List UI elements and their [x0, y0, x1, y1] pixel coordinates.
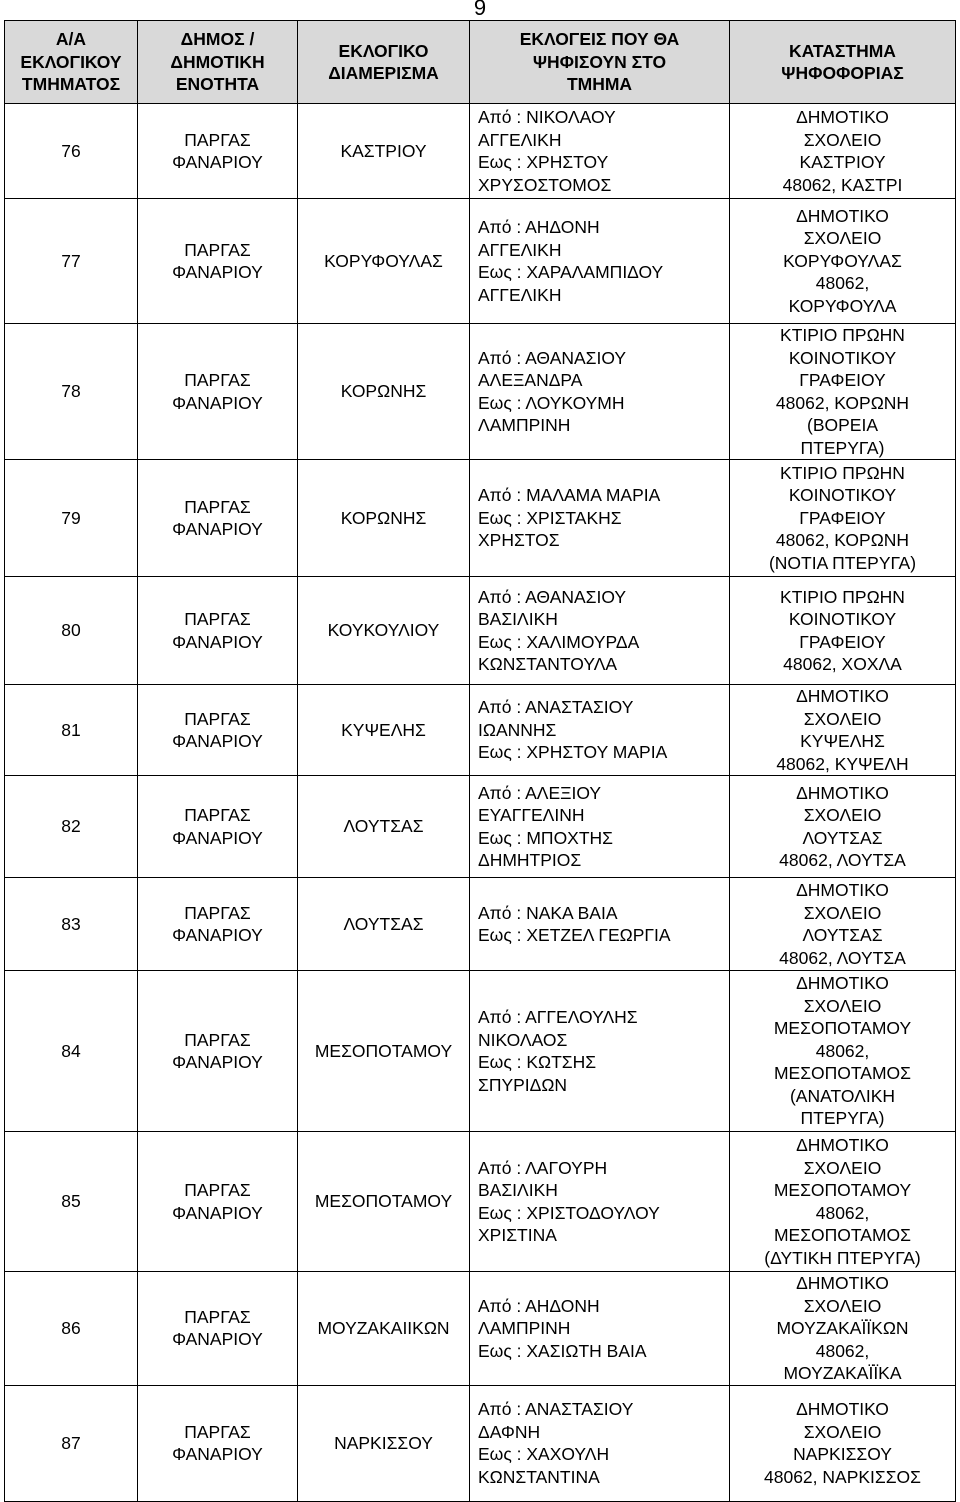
station-line: ΣΧΟΛΕΙΟ — [803, 995, 882, 1016]
station-line: 48062, ΚΑΣΤΡΙ — [782, 174, 903, 195]
station-line: ΠΤΕΡΥΓΑ) — [800, 437, 885, 458]
voters-line: Εως : ΧΡΙΣΤΑΚΗΣ — [478, 507, 622, 528]
voters-line: ΝΙΚΟΛΑΟΣ — [478, 1029, 568, 1050]
municipality-line: ΦΑΝΑΡΙΟΥ — [172, 1444, 263, 1464]
station-line: ΔΗΜΟΤΙΚΟ — [796, 686, 889, 706]
district-cell: ΚΟΡΥΦΟΥΛΑΣ — [298, 199, 470, 324]
municipality-line: ΠΑΡΓΑΣ — [184, 1180, 251, 1200]
voters-line: ΑΓΓΕΛΙΚΗ — [478, 129, 562, 150]
station-line: ΣΧΟΛΕΙΟ — [803, 1295, 882, 1316]
municipality-line: ΦΑΝΑΡΙΟΥ — [172, 925, 263, 945]
voters-line: ΑΓΓΕΛΙΚΗ — [478, 239, 562, 260]
municipality-cell — [138, 1272, 298, 1386]
station-line: ΜΕΣΟΠΟΤΑΜΟΥ — [773, 1018, 912, 1039]
station-line: 48062, ΚΥΨΕΛΗ — [776, 753, 909, 774]
station-line: 48062, — [815, 1202, 870, 1223]
polling-station-cell — [730, 685, 956, 776]
station-line: (ΔΥΤΙΚΗ ΠΤΕΡΥΓΑ) — [764, 1247, 921, 1268]
district-cell: ΚΑΣΤΡΙΟΥ — [298, 104, 470, 199]
station-line: ΣΧΟΛΕΙΟ — [803, 805, 882, 825]
voters-cell — [470, 878, 730, 971]
district-cell: ΜΟΥΖΑΚΑΙΙΚΩΝ — [298, 1272, 470, 1386]
voters-line: ΧΡΙΣΤΙΝΑ — [478, 1225, 557, 1245]
station-line: 48062, — [815, 1340, 870, 1361]
voters-line: Εως : ΜΠΟΧΤΗΣ — [478, 827, 614, 848]
voters-cell — [470, 1272, 730, 1386]
table-row — [5, 1132, 956, 1272]
voters-line: ΔΑΦΝΗ — [478, 1421, 541, 1442]
voters-cell — [470, 776, 730, 878]
municipality-line: ΠΑΡΓΑΣ — [184, 805, 251, 825]
municipality-cell — [138, 878, 298, 971]
voters-line: Από : ΝΙΚΟΛΑΟΥ — [478, 107, 616, 127]
municipality-line: ΦΑΝΑΡΙΟΥ — [172, 1202, 263, 1223]
municipality-line: ΦΑΝΑΡΙΟΥ — [172, 631, 263, 652]
voters-cell — [470, 577, 730, 685]
voters-line: ΣΠΥΡΙΔΩΝ — [478, 1074, 568, 1095]
voters-line: ΔΗΜΗΤΡΙΟΣ — [478, 850, 582, 870]
station-line: ΚΟΡΥΦΟΥΛΑΣ — [783, 250, 902, 271]
station-line: 48062, — [815, 273, 870, 294]
municipality-line: ΠΑΡΓΑΣ — [184, 609, 251, 629]
municipality-cell — [138, 104, 298, 199]
station-line: ΣΧΟΛΕΙΟ — [803, 1157, 882, 1178]
station-line: ΛΟΥΤΣΑΣ — [802, 827, 883, 848]
polling-stations-table — [4, 20, 956, 1502]
voters-cell — [470, 460, 730, 577]
voters-line: ΛΑΜΠΡΙΝΗ — [478, 415, 571, 435]
municipality-line: ΠΑΡΓΑΣ — [184, 370, 251, 390]
voters-line: Εως : ΧΑΡΑΛΑΜΠΙΔΟΥ — [478, 262, 664, 282]
table-row — [5, 1272, 956, 1386]
voters-line: Από : ΑΘΑΝΑΣΙΟΥ — [478, 347, 627, 368]
page-number: 9 — [473, 0, 487, 20]
station-line: ΚΤΙΡΙΟ ΠΡΩΗΝ — [780, 586, 905, 607]
station-line: ΜΟΥΖΑΚΑΪΪΚΩΝ — [776, 1318, 909, 1338]
header-section-number: Α/Α ΕΚΛΟΓΙΚΟΥ ΤΜΗΜΑΤΟΣ — [5, 21, 138, 104]
voters-cell — [470, 685, 730, 776]
municipality-line: ΠΑΡΓΑΣ — [184, 239, 251, 260]
station-line: ΣΧΟΛΕΙΟ — [803, 228, 882, 249]
voters-cell — [470, 199, 730, 324]
voters-cell — [470, 1385, 730, 1501]
station-line: ΣΧΟΛΕΙΟ — [803, 129, 882, 150]
municipality-line: ΦΑΝΑΡΙΟΥ — [172, 1052, 263, 1072]
polling-station-cell — [730, 104, 956, 199]
table-header-row — [5, 21, 956, 104]
district-cell: ΛΟΥΤΣΑΣ — [298, 878, 470, 971]
station-line: ΝΑΡΚΙΣΣΟΥ — [793, 1444, 892, 1464]
voters-line: Από : ΑΝΑΣΤΑΣΙΟΥ — [478, 697, 634, 718]
voters-line: Από : ΑΘΑΝΑΣΙΟΥ — [478, 586, 627, 607]
municipality-cell — [138, 1132, 298, 1272]
table-row — [5, 104, 956, 199]
municipality-cell — [138, 577, 298, 685]
voters-line: ΑΛΕΞΑΝΔΡΑ — [478, 370, 583, 390]
voters-line: ΚΩΝΣΤΑΝΤΙΝΑ — [478, 1466, 600, 1487]
district-cell: ΛΟΥΤΣΑΣ — [298, 776, 470, 878]
table-row — [5, 324, 956, 460]
station-line: ΓΡΑΦΕΙΟΥ — [799, 507, 886, 528]
station-line: ΔΗΜΟΤΙΚΟ — [796, 107, 889, 127]
station-line: ΔΗΜΟΤΙΚΟ — [796, 880, 889, 900]
municipality-cell — [138, 1385, 298, 1501]
district-cell: ΜΕΣΟΠΟΤΑΜΟΥ — [298, 1132, 470, 1272]
station-line: 48062, ΧΟΧΛΑ — [783, 654, 902, 674]
section-number-cell: 77 — [5, 199, 138, 324]
municipality-line: ΦΑΝΑΡΙΟΥ — [172, 731, 263, 751]
voters-line: Από : ΑΓΓΕΛΟΥΛΗΣ — [478, 1007, 638, 1027]
station-line: ΚΟΡΥΦΟΥΛΑ — [788, 295, 897, 316]
voters-line: Από : ΝΑΚΑ ΒΑΙΑ — [478, 902, 618, 923]
municipality-cell — [138, 199, 298, 324]
section-number-cell: 87 — [5, 1385, 138, 1501]
table-row — [5, 685, 956, 776]
voters-line: Εως : ΧΑΧΟΥΛΗ — [478, 1444, 610, 1464]
station-line: ΚΟΙΝΟΤΙΚΟΥ — [788, 485, 897, 506]
voters-line: Εως : ΧΕΤΖΕΛ ΓΕΩΡΓΙΑ — [478, 925, 671, 945]
district-cell: ΚΥΨΕΛΗΣ — [298, 685, 470, 776]
table-row — [5, 776, 956, 878]
voters-line: ΙΩΑΝΝΗΣ — [478, 719, 557, 740]
voters-line: Εως : ΧΡΗΣΤΟΥ ΜΑΡΙΑ — [478, 742, 668, 763]
station-line: ΔΗΜΟΤΙΚΟ — [796, 1399, 889, 1419]
station-line: 48062, ΛΟΥΤΣΑ — [779, 850, 906, 870]
polling-station-cell — [730, 577, 956, 685]
polling-station-cell — [730, 199, 956, 324]
municipality-line: ΠΑΡΓΑΣ — [184, 902, 251, 923]
voters-line: ΧΡΥΣΟΣΤΟΜΟΣ — [478, 174, 612, 195]
municipality-cell — [138, 324, 298, 460]
voters-line: Εως : ΧΑΣΙΩΤΗ ΒΑΙΑ — [478, 1340, 647, 1361]
station-line: ΚΟΙΝΟΤΙΚΟΥ — [788, 609, 897, 629]
section-number-cell: 84 — [5, 971, 138, 1132]
district-cell: ΚΟΥΚΟΥΛΙΟΥ — [298, 577, 470, 685]
polling-station-cell — [730, 460, 956, 577]
municipality-line: ΠΑΡΓΑΣ — [184, 129, 251, 150]
table-row — [5, 460, 956, 577]
voters-cell — [470, 971, 730, 1132]
station-line: (ΝΟΤΙΑ ΠΤΕΡΥΓΑ) — [768, 552, 917, 573]
district-cell: ΚΟΡΩΝΗΣ — [298, 460, 470, 577]
voters-line: Από : ΛΑΓΟΥΡΗ — [478, 1157, 608, 1178]
station-line: (ΒΟΡΕΙΑ — [807, 415, 878, 435]
municipality-line: ΠΑΡΓΑΣ — [184, 496, 251, 517]
station-line: ΣΧΟΛΕΙΟ — [803, 708, 882, 729]
station-line: ΜΕΣΟΠΟΤΑΜΟΥ — [773, 1180, 912, 1200]
voters-line: Εως : ΧΡΙΣΤΟΔΟΥΛΟΥ — [478, 1202, 660, 1223]
station-line: ΔΗΜΟΤΙΚΟ — [796, 1135, 889, 1155]
station-line: 48062, ΛΟΥΤΣΑ — [779, 947, 906, 968]
station-line: ΣΧΟΛΕΙΟ — [803, 1421, 882, 1442]
district-cell: ΚΟΡΩΝΗΣ — [298, 324, 470, 460]
section-number-cell: 76 — [5, 104, 138, 199]
polling-station-cell — [730, 324, 956, 460]
table-row — [5, 971, 956, 1132]
voters-cell — [470, 1132, 730, 1272]
voters-line: Από : ΑΗΔΟΝΗ — [478, 1295, 600, 1316]
station-line: ΚΥΨΕΛΗΣ — [800, 731, 885, 751]
section-number-cell: 81 — [5, 685, 138, 776]
district-cell: ΝΑΡΚΙΣΣΟΥ — [298, 1385, 470, 1501]
station-line: ΔΗΜΟΤΙΚΟ — [796, 782, 889, 803]
municipality-line: ΦΑΝΑΡΙΟΥ — [172, 827, 263, 848]
station-line: ΜΕΣΟΠΟΤΑΜΟΣ — [773, 1063, 911, 1084]
district-cell: ΜΕΣΟΠΟΤΑΜΟΥ — [298, 971, 470, 1132]
table-row — [5, 199, 956, 324]
voters-line: Εως : ΧΡΗΣΤΟΥ — [478, 152, 609, 172]
station-line: ΚΑΣΤΡΙΟΥ — [799, 152, 886, 172]
voters-line: ΚΩΝΣΤΑΝΤΟΥΛΑ — [478, 654, 618, 674]
station-line: ΓΡΑΦΕΙΟΥ — [799, 370, 886, 390]
voters-line: ΕΥΑΓΓΕΛΙΝΗ — [478, 805, 585, 825]
station-line: ΚΟΙΝΟΤΙΚΟΥ — [788, 347, 897, 368]
section-number-cell: 79 — [5, 460, 138, 577]
municipality-cell — [138, 971, 298, 1132]
voters-line: Από : ΜΑΛΑΜΑ ΜΑΡΙΑ — [478, 485, 661, 506]
voters-line: ΑΓΓΕΛΙΚΗ — [478, 284, 562, 305]
municipality-line: ΠΑΡΓΑΣ — [184, 1421, 251, 1442]
station-line: (ΑΝΑΤΟΛΙΚΗ — [789, 1085, 896, 1106]
section-number-cell: 82 — [5, 776, 138, 878]
voters-line: Εως : ΧΑΛΙΜΟΥΡΔΑ — [478, 631, 640, 652]
polling-station-cell — [730, 878, 956, 971]
station-line: 48062, ΚΟΡΩΝΗ — [775, 530, 910, 551]
station-line: ΣΧΟΛΕΙΟ — [803, 902, 882, 923]
municipality-line: ΦΑΝΑΡΙΟΥ — [172, 1329, 263, 1350]
voters-line: Από : ΑΝΑΣΤΑΣΙΟΥ — [478, 1399, 634, 1419]
station-line: ΜΕΣΟΠΟΤΑΜΟΣ — [773, 1225, 911, 1245]
municipality-line: ΠΑΡΓΑΣ — [184, 708, 251, 729]
polling-station-cell — [730, 971, 956, 1132]
voters-line: Εως : ΚΩΤΣΗΣ — [478, 1052, 597, 1072]
voters-line: ΛΑΜΠΡΙΝΗ — [478, 1318, 571, 1338]
header-polling-station: ΚΑΤΑΣΤΗΜΑ ΨΗΦΟΦΟΡΙΑΣ — [730, 21, 956, 104]
section-number-cell: 83 — [5, 878, 138, 971]
polling-station-cell — [730, 1385, 956, 1501]
municipality-line: ΦΑΝΑΡΙΟΥ — [172, 262, 263, 282]
voters-line: Εως : ΛΟΥΚΟΥΜΗ — [478, 392, 625, 413]
municipality-line: ΦΑΝΑΡΙΟΥ — [172, 152, 263, 172]
station-line: ΜΟΥΖΑΚΑΪΪΚΑ — [783, 1363, 902, 1383]
voters-line: Από : ΑΗΔΟΝΗ — [478, 217, 600, 237]
station-line: ΔΗΜΟΤΙΚΟ — [796, 1273, 889, 1293]
header-municipality: ΔΗΜΟΣ / ΔΗΜΟΤΙΚΗ ΕΝΟΤΗΤΑ — [138, 21, 298, 104]
municipality-line: ΦΑΝΑΡΙΟΥ — [172, 519, 263, 539]
table-row — [5, 1385, 956, 1501]
municipality-cell — [138, 776, 298, 878]
polling-station-cell — [730, 1272, 956, 1386]
voters-cell — [470, 324, 730, 460]
municipality-cell — [138, 460, 298, 577]
section-number-cell: 78 — [5, 324, 138, 460]
table-row — [5, 577, 956, 685]
station-line: ΚΤΙΡΙΟ ΠΡΩΗΝ — [780, 325, 905, 345]
voters-cell — [470, 104, 730, 199]
section-number-cell: 86 — [5, 1272, 138, 1386]
section-number-cell: 80 — [5, 577, 138, 685]
voters-line: ΧΡΗΣΤΟΣ — [478, 530, 560, 551]
municipality-line: ΠΑΡΓΑΣ — [184, 1306, 251, 1327]
municipality-line: ΦΑΝΑΡΙΟΥ — [172, 392, 263, 413]
station-line: 48062, ΚΟΡΩΝΗ — [775, 392, 910, 413]
station-line: ΔΗΜΟΤΙΚΟ — [796, 973, 889, 994]
table-row — [5, 878, 956, 971]
voters-line: ΒΑΣΙΛΙΚΗ — [478, 1180, 558, 1200]
header-electoral-district: ΕΚΛΟΓΙΚΟ ΔΙΑΜΕΡΙΣΜΑ — [298, 21, 470, 104]
section-number-cell: 85 — [5, 1132, 138, 1272]
municipality-line: ΠΑΡΓΑΣ — [184, 1029, 251, 1050]
header-voters: ΕΚΛΟΓΕΙΣ ΠΟΥ ΘΑ ΨΗΦΙΣΟΥΝ ΣΤΟ ΤΜΗΜΑ — [470, 21, 730, 104]
voters-line: ΒΑΣΙΛΙΚΗ — [478, 609, 558, 629]
polling-station-cell — [730, 776, 956, 878]
station-line: 48062, — [815, 1040, 870, 1061]
station-line: ΛΟΥΤΣΑΣ — [802, 925, 883, 945]
voters-line: Από : ΑΛΕΞΙΟΥ — [478, 782, 602, 803]
station-line: 48062, ΝΑΡΚΙΣΣΟΣ — [764, 1466, 921, 1487]
station-line: ΚΤΙΡΙΟ ΠΡΩΗΝ — [780, 462, 905, 483]
municipality-cell — [138, 685, 298, 776]
station-line: ΠΤΕΡΥΓΑ) — [800, 1108, 885, 1129]
polling-station-cell — [730, 1132, 956, 1272]
station-line: ΓΡΑΦΕΙΟΥ — [799, 631, 886, 652]
station-line: ΔΗΜΟΤΙΚΟ — [796, 205, 889, 226]
